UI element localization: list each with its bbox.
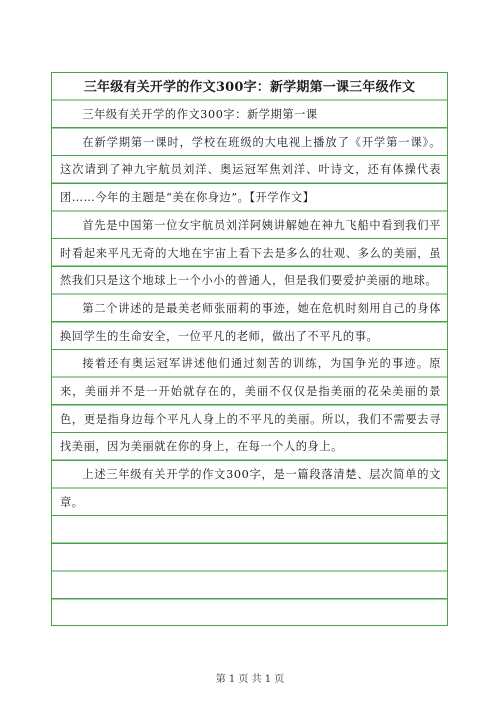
subtitle-paragraph: 三年级有关开学的作文300字：新学期第一课 (82, 108, 318, 121)
paragraph-5: 上述三年级有关开学的作文300字，是一篇段落清楚、层次简单的文章。 (60, 468, 441, 509)
paragraph-1: 在新学期第一课时，学校在班级的大电视上播放了《开学第一课》。这次请到了神九宇航员刘洋、奥运冠军焦刘洋、叶诗文，还有体操代表团……今年的主题是“美在你身边”。【开学作文】 (60, 135, 441, 205)
paragraph-4: 接着还有奥运冠军讲述他们通过刻苦的训练，为国争光的事迹。原来，美丽并不是一开始就存在的，美丽不仅仅是指美丽的花朵美丽的景色，更是指身边每个平凡人身上的不平凡的美丽。所以，我们不需要去寻找美丽，因为美丽就在你的身上，在每一个人的身上。 (60, 357, 441, 454)
paragraph-2: 首先是中国第一位女宇航员刘洋阿姨讲解她在神九飞船中看到我们平时看起来平凡无奇的大地在宇宙上看下去是多么的壮观、多么的美丽，虽然我们只是这个地球上一个小小的普通人，但是我们要爱护美丽的地球。 (60, 218, 441, 288)
essay-body (60, 101, 441, 517)
ruled-paper (51, 72, 448, 626)
essay-title: 三年级有关开学的作文300字：新学期第一课三年级作文 (83, 80, 416, 95)
paragraph-3: 第二个讲述的是最美老师张丽莉的事迹，她在危机时刻用自己的身体换回学生的生命安全，一位平凡的老师，做出了不平凡的事。 (60, 301, 441, 343)
page-number: 第 1 页 共 1 页 (215, 674, 285, 685)
